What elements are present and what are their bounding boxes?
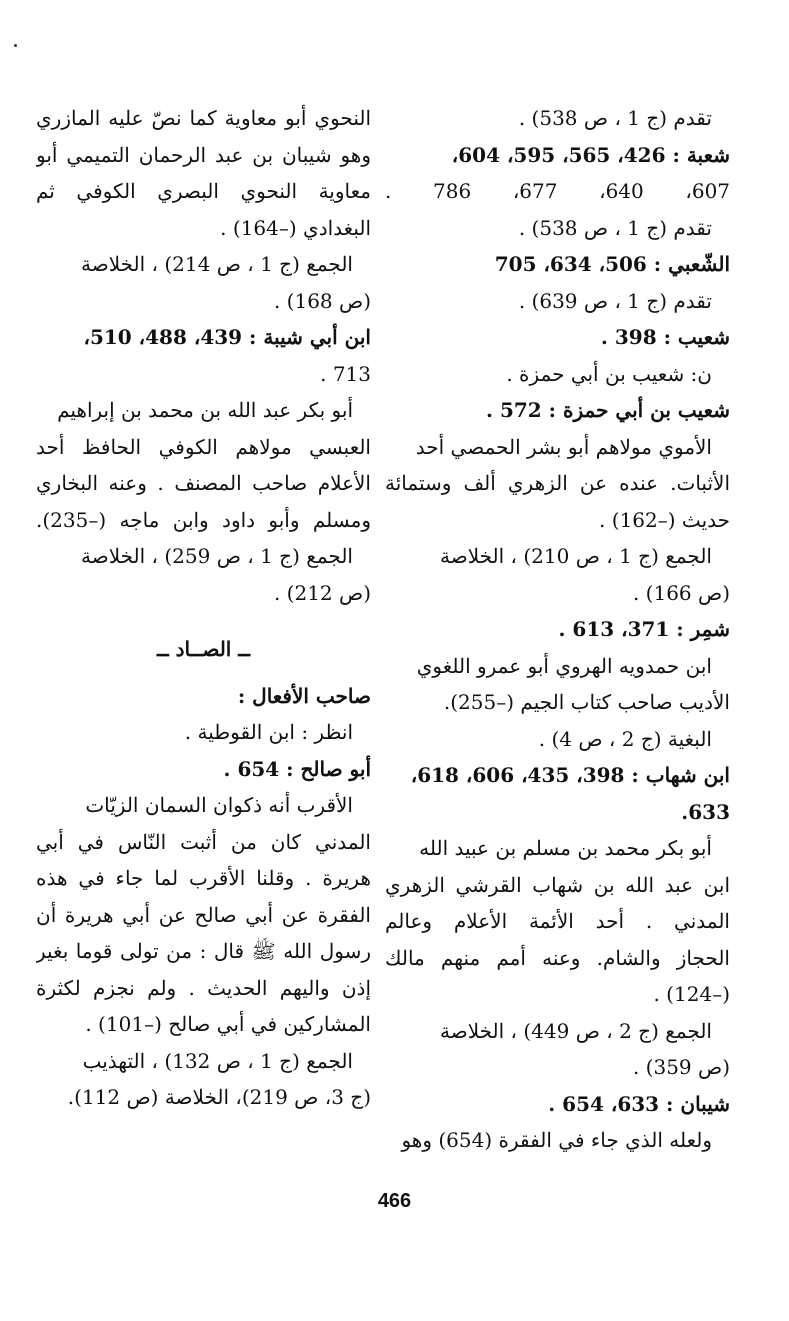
text-line: تقدم (ج 1 ، ص 538) .	[518, 215, 712, 240]
text-line: ن: شعيب بن أبي حمزة .	[506, 361, 712, 386]
text-line: الأديب صاحب كتاب الجيم (–255).	[443, 690, 730, 714]
text-line: الأموي مولاهم أبو بشر الحمصي أحد	[415, 434, 712, 459]
text-line: (ج 3، ص 219)، الخلاصة (ص 112).	[67, 1085, 371, 1109]
text-line: (ص 166) .	[632, 580, 730, 605]
text-line: الجمع (ج 2 ، ص 449) ، الخلاصة	[439, 1018, 712, 1043]
text-line: الأثبات. عنده عن الزهري ألف وستمائة	[385, 471, 730, 495]
text-line: الجمع (ج 1 ، ص 132) ، التهذيب	[82, 1048, 353, 1073]
text-line: (–124) .	[653, 982, 730, 1006]
entry-heading: شعيب بن أبي حمزة : 572 .	[486, 398, 730, 422]
entry-heading: ابن شهاب : 398، 435، 606، 618،	[410, 763, 730, 787]
text-line: (ص 168) .	[273, 288, 371, 313]
text-line: معاوية النحوي البصري الكوفي ثم	[36, 179, 371, 203]
entry-heading: ابن أبي شيبة : 439، 488، 510،	[83, 325, 371, 349]
text-line: ابن عبد الله بن شهاب القرشي الزهري	[385, 872, 730, 897]
text-line: تقدم (ج 1 ، ص 639) .	[518, 288, 712, 313]
text-line: وهو شيبان بن عبد الرحمان التميمي أبو	[36, 142, 371, 167]
text-line: النحوي أبو معاوية كما نصّ عليه المازري	[36, 106, 371, 130]
text-line: (ص 359) .	[632, 1055, 730, 1079]
text-line: الجمع (ج 1 ، ص 214) ، الخلاصة	[80, 252, 353, 276]
text-line: الجمع (ج 1 ، ص 210) ، الخلاصة	[439, 544, 712, 568]
text-line: ومسلم وأبو داود وابن ماجه (–235).	[36, 507, 371, 532]
text-line: 713 .	[320, 361, 371, 386]
page-number: 466	[377, 1190, 412, 1212]
text-line: أبو بكر عبد الله بن محمد بن إبراهيم	[57, 398, 353, 422]
text-line: المدني . أحد الأئمة الأعلام وعالم	[385, 909, 730, 933]
text-line: إذن واليهم الحديث . ولم نجزم لكثرة	[36, 975, 371, 1000]
text-line: أبو بكر محمد بن مسلم بن عبيد الله	[419, 836, 712, 860]
text-line: ابن حمدويه الهروي أبو عمرو اللغوي	[416, 653, 712, 678]
right-column-lines	[385, 100, 730, 1159]
section-heading: ــ الصــاد ــ	[156, 637, 251, 661]
text-line: ولعله الذي جاء في الفقرة (654) وهو	[401, 1128, 712, 1152]
scan-speck	[14, 44, 17, 47]
entry-heading: 633.	[681, 799, 730, 824]
text-line: حديث (–162) .	[599, 507, 730, 532]
text-line: انظر : ابن القوطية .	[184, 720, 353, 744]
entry-heading: شعبة : 426، 565، 595، 604،	[451, 142, 730, 167]
text-line: هريرة . وقلنا الأقرب لما جاء في هذه	[36, 866, 371, 890]
entry-heading: شعيب : 398 .	[600, 325, 730, 349]
text-line: الجمع (ج 1 ، ص 259) ، الخلاصة	[80, 544, 353, 568]
entry-heading: الشّعبي : 506، 634، 705	[494, 252, 730, 276]
text-line: رسول الله ﷺ قال : من تولى قوما بغير	[36, 939, 371, 963]
text-line: البغية (ج 2 ، ص 4) .	[538, 726, 712, 751]
right-column	[385, 100, 730, 1159]
left-column-lines-after	[36, 678, 371, 1116]
text-line: البغدادي (–164) .	[220, 215, 371, 240]
entry-heading: أبو صالح : 654 .	[223, 756, 371, 781]
left-column-lines	[36, 100, 371, 611]
text-line: تقدم (ج 1 ، ص 538) .	[518, 106, 712, 130]
left-column	[36, 100, 371, 1116]
text-line: الأعلام صاحب المصنف . وعنه البخاري	[36, 471, 371, 495]
entry-heading: شمِر : 371، 613 .	[558, 617, 730, 641]
text-line: المدني كان من أثبت النّاس في أبي	[36, 829, 371, 854]
text-line: الحجاز والشام. وعنه أمم منهم مالك	[385, 945, 730, 970]
text-line: 607، 640، 677، 786 .	[385, 179, 730, 203]
entry-heading: شيبان : 633، 654 .	[548, 1091, 730, 1116]
text-line: المشاركين في أبي صالح (–101) .	[85, 1012, 371, 1036]
text-line: (ص 212) .	[273, 580, 371, 605]
text-line: الأقرب أنه ذكوان السمان الزيّات	[85, 793, 353, 817]
text-line: العبسي مولاهم الكوفي الحافظ أحد	[36, 434, 371, 459]
text-line: الفقرة عن أبي صالح عن أبي هريرة أن	[36, 902, 371, 927]
entry-heading: صاحب الأفعال :	[237, 683, 371, 708]
